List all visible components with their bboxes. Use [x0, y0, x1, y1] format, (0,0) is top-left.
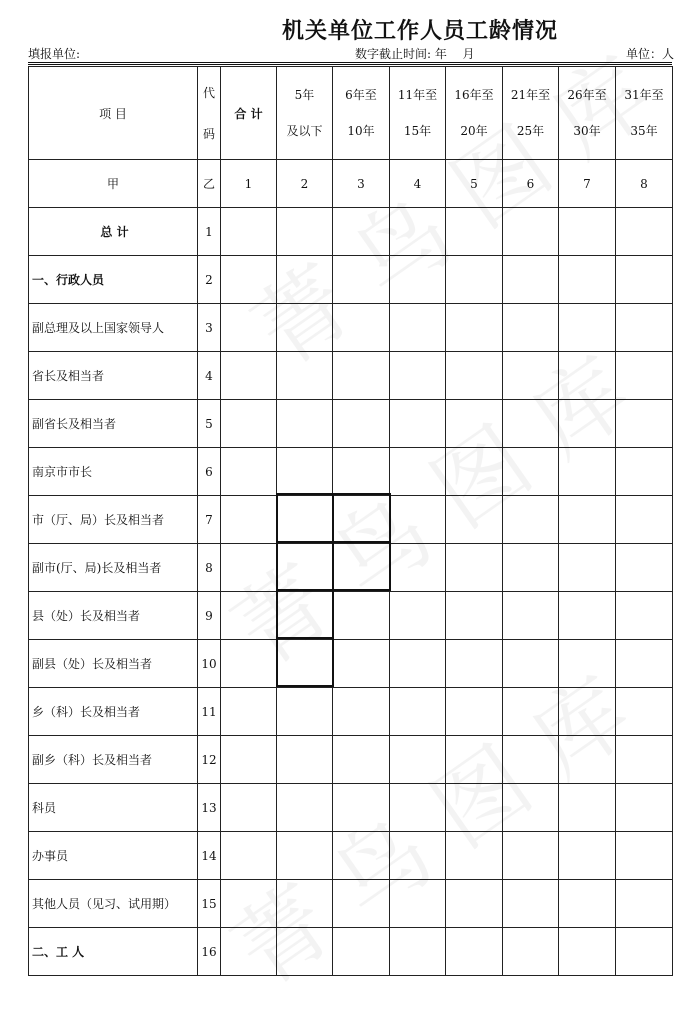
- data-cell[interactable]: [503, 688, 559, 736]
- data-cell[interactable]: [390, 640, 446, 688]
- data-cell[interactable]: [390, 448, 446, 496]
- data-cell[interactable]: [446, 352, 503, 400]
- data-cell[interactable]: [390, 688, 446, 736]
- table-row: [29, 640, 673, 688]
- data-cell[interactable]: [390, 208, 446, 256]
- row-label: 市（厅、局）长及相当者: [29, 496, 198, 544]
- data-cell[interactable]: [503, 880, 559, 928]
- data-cell[interactable]: [221, 400, 277, 448]
- table-row: [29, 880, 673, 928]
- highlight-box: [332, 541, 391, 591]
- unit-label: 单位：人: [625, 47, 674, 61]
- table-row: [29, 256, 673, 304]
- data-cell[interactable]: [390, 832, 446, 880]
- row-code: 8: [198, 544, 221, 592]
- data-cell[interactable]: [221, 592, 277, 640]
- data-cell[interactable]: [333, 352, 390, 400]
- data-cell[interactable]: [277, 400, 333, 448]
- year-label: 年: [434, 47, 447, 61]
- data-cell[interactable]: [333, 304, 390, 352]
- deadline-label: 数字截止时间:: [355, 47, 432, 61]
- data-cell[interactable]: [559, 544, 616, 592]
- data-cell[interactable]: [503, 592, 559, 640]
- row-label: 副乡（科）长及相当者: [29, 736, 198, 784]
- data-cell[interactable]: [503, 208, 559, 256]
- highlight-box: [276, 637, 334, 687]
- data-cell[interactable]: [559, 784, 616, 832]
- data-cell[interactable]: [503, 832, 559, 880]
- data-cell[interactable]: [446, 736, 503, 784]
- data-cell[interactable]: [277, 736, 333, 784]
- data-cell[interactable]: [446, 448, 503, 496]
- data-cell[interactable]: [616, 544, 673, 592]
- data-cell[interactable]: [390, 544, 446, 592]
- row-code: 12: [198, 736, 221, 784]
- data-cell[interactable]: [559, 640, 616, 688]
- data-cell[interactable]: [616, 640, 673, 688]
- data-cell[interactable]: [503, 400, 559, 448]
- table-row: [29, 592, 673, 640]
- data-cell[interactable]: [559, 832, 616, 880]
- data-cell[interactable]: [446, 400, 503, 448]
- header-rule-top: [28, 62, 672, 63]
- data-cell[interactable]: [446, 784, 503, 832]
- range-header: 16年至 20年: [446, 67, 503, 160]
- data-cell[interactable]: [221, 544, 277, 592]
- data-cell[interactable]: [503, 736, 559, 784]
- data-cell[interactable]: [221, 352, 277, 400]
- data-cell[interactable]: [616, 352, 673, 400]
- row-label: 副县（处）长及相当者: [29, 640, 198, 688]
- data-cell[interactable]: [446, 688, 503, 736]
- data-cell[interactable]: [333, 256, 390, 304]
- data-cell[interactable]: [559, 880, 616, 928]
- data-cell[interactable]: [277, 208, 333, 256]
- data-cell[interactable]: [503, 352, 559, 400]
- range-header: 5年 及以下: [277, 67, 333, 160]
- data-cell[interactable]: [333, 592, 390, 640]
- data-cell[interactable]: [390, 736, 446, 784]
- row-label: 办事员: [29, 832, 198, 880]
- data-cell[interactable]: [333, 208, 390, 256]
- table-body: [29, 208, 673, 976]
- data-cell[interactable]: [503, 928, 559, 976]
- data-cell[interactable]: [446, 640, 503, 688]
- data-cell[interactable]: [616, 256, 673, 304]
- index-col: 4: [390, 160, 446, 208]
- data-cell[interactable]: [333, 832, 390, 880]
- index-col: 5: [446, 160, 503, 208]
- range-header: 11年至 15年: [390, 67, 446, 160]
- data-cell[interactable]: [446, 208, 503, 256]
- row-label: 一、行政人员: [29, 256, 198, 304]
- row-label: 科员: [29, 784, 198, 832]
- row-code: 11: [198, 688, 221, 736]
- data-cell[interactable]: [503, 256, 559, 304]
- row-code: 3: [198, 304, 221, 352]
- highlight-box: [276, 493, 334, 543]
- row-code: 14: [198, 832, 221, 880]
- data-cell[interactable]: [221, 736, 277, 784]
- data-cell[interactable]: [390, 784, 446, 832]
- highlight-box: [276, 541, 334, 591]
- row-label: 省长及相当者: [29, 352, 198, 400]
- data-cell[interactable]: [390, 496, 446, 544]
- data-cell[interactable]: [503, 544, 559, 592]
- code-header-top: 代: [202, 86, 215, 100]
- data-cell[interactable]: [221, 784, 277, 832]
- index-col: 6: [503, 160, 559, 208]
- data-cell[interactable]: [503, 496, 559, 544]
- data-cell[interactable]: [503, 640, 559, 688]
- data-cell[interactable]: [559, 256, 616, 304]
- data-cell[interactable]: [221, 880, 277, 928]
- data-cell[interactable]: [221, 208, 277, 256]
- data-cell[interactable]: [616, 448, 673, 496]
- data-cell[interactable]: [277, 880, 333, 928]
- data-cell[interactable]: [277, 928, 333, 976]
- data-cell[interactable]: [559, 352, 616, 400]
- table-row: [29, 832, 673, 880]
- row-label: 二、工 人: [29, 928, 198, 976]
- data-cell[interactable]: [616, 688, 673, 736]
- data-cell[interactable]: [616, 304, 673, 352]
- data-cell[interactable]: [221, 928, 277, 976]
- data-cell[interactable]: [221, 832, 277, 880]
- data-cell[interactable]: [446, 256, 503, 304]
- row-label: 其他人员（见习、试用期）: [29, 880, 198, 928]
- data-cell[interactable]: [277, 256, 333, 304]
- row-code: 16: [198, 928, 221, 976]
- row-code: 15: [198, 880, 221, 928]
- data-cell[interactable]: [616, 784, 673, 832]
- data-cell[interactable]: [559, 496, 616, 544]
- data-cell[interactable]: [616, 928, 673, 976]
- table-row: [29, 352, 673, 400]
- data-cell[interactable]: [616, 400, 673, 448]
- data-cell[interactable]: [503, 784, 559, 832]
- highlight-box: [332, 493, 391, 543]
- table-row: [29, 208, 673, 256]
- index-code: 乙: [198, 160, 221, 208]
- index-col: 7: [559, 160, 616, 208]
- index-col: 1: [221, 160, 277, 208]
- code-header-bottom: 码: [202, 127, 215, 141]
- data-cell[interactable]: [446, 880, 503, 928]
- data-cell[interactable]: [616, 736, 673, 784]
- data-cell[interactable]: [277, 688, 333, 736]
- data-cell[interactable]: [277, 304, 333, 352]
- row-label: 南京市市长: [29, 448, 198, 496]
- data-cell[interactable]: [221, 640, 277, 688]
- index-col: 3: [333, 160, 390, 208]
- data-cell[interactable]: [277, 832, 333, 880]
- data-cell[interactable]: [616, 880, 673, 928]
- data-cell[interactable]: [559, 688, 616, 736]
- row-label: 副总理及以上国家领导人: [29, 304, 198, 352]
- data-cell[interactable]: [333, 688, 390, 736]
- row-label: 乡（科）长及相当者: [29, 688, 198, 736]
- row-code: 7: [198, 496, 221, 544]
- row-code: 9: [198, 592, 221, 640]
- table-row: [29, 688, 673, 736]
- month-label: 月: [462, 47, 475, 61]
- row-code: 10: [198, 640, 221, 688]
- data-cell[interactable]: [277, 448, 333, 496]
- data-cell[interactable]: [277, 784, 333, 832]
- data-cell[interactable]: [221, 256, 277, 304]
- data-cell[interactable]: [333, 784, 390, 832]
- data-cell[interactable]: [559, 400, 616, 448]
- data-cell[interactable]: [333, 928, 390, 976]
- data-cell[interactable]: [446, 832, 503, 880]
- page-title: 机关单位工作人员工龄情况: [281, 19, 558, 44]
- row-code: 5: [198, 400, 221, 448]
- row-label: 县（处）长及相当者: [29, 592, 198, 640]
- row-code: 13: [198, 784, 221, 832]
- data-cell[interactable]: [503, 304, 559, 352]
- table-row: [29, 928, 673, 976]
- item-header: 项 目: [29, 67, 198, 160]
- data-cell[interactable]: [559, 928, 616, 976]
- column-index-row: [29, 160, 673, 208]
- range-header: 6年至 10年: [333, 67, 390, 160]
- data-cell[interactable]: [503, 448, 559, 496]
- data-cell[interactable]: [446, 592, 503, 640]
- index-item: 甲: [29, 160, 198, 208]
- header-rule-bottom: [28, 64, 672, 65]
- data-cell[interactable]: [333, 400, 390, 448]
- data-cell[interactable]: [446, 544, 503, 592]
- highlight-box: [276, 589, 334, 639]
- deadline-field: [355, 45, 475, 62]
- data-cell[interactable]: [616, 496, 673, 544]
- data-cell[interactable]: [559, 448, 616, 496]
- data-cell[interactable]: [559, 736, 616, 784]
- data-cell[interactable]: [446, 304, 503, 352]
- data-cell[interactable]: [559, 592, 616, 640]
- table-row: [29, 448, 673, 496]
- data-cell[interactable]: [221, 304, 277, 352]
- data-cell[interactable]: [333, 448, 390, 496]
- fill-unit-label: 填报单位:: [28, 47, 81, 61]
- range-header: 21年至 25年: [503, 67, 559, 160]
- data-cell[interactable]: [390, 592, 446, 640]
- data-cell[interactable]: [333, 640, 390, 688]
- row-label: 副市(厅、局)长及相当者: [29, 544, 198, 592]
- data-cell[interactable]: [390, 304, 446, 352]
- data-cell[interactable]: [616, 208, 673, 256]
- row-code: 2: [198, 256, 221, 304]
- row-label: 总 计: [29, 208, 198, 256]
- data-cell[interactable]: [616, 592, 673, 640]
- data-cell[interactable]: [221, 448, 277, 496]
- table-row: [29, 400, 673, 448]
- data-cell[interactable]: [559, 304, 616, 352]
- data-cell[interactable]: [559, 208, 616, 256]
- data-cell[interactable]: [221, 496, 277, 544]
- table-row: [29, 784, 673, 832]
- table-row: [29, 736, 673, 784]
- range-header: 31年至 35年: [616, 67, 673, 160]
- row-code: 4: [198, 352, 221, 400]
- table-row: [29, 304, 673, 352]
- range-header: 26年至 30年: [559, 67, 616, 160]
- data-cell[interactable]: [616, 832, 673, 880]
- data-cell[interactable]: [277, 352, 333, 400]
- total-header: 合 计: [221, 67, 277, 160]
- data-cell[interactable]: [446, 928, 503, 976]
- row-code: 6: [198, 448, 221, 496]
- table-header-row: [29, 67, 673, 160]
- data-cell[interactable]: [333, 880, 390, 928]
- row-label: 副省长及相当者: [29, 400, 198, 448]
- data-cell[interactable]: [390, 880, 446, 928]
- code-header: [198, 67, 221, 160]
- row-code: 1: [198, 208, 221, 256]
- data-cell[interactable]: [390, 256, 446, 304]
- data-cell[interactable]: [390, 400, 446, 448]
- data-cell[interactable]: [390, 928, 446, 976]
- index-col: 2: [277, 160, 333, 208]
- index-col: 8: [616, 160, 673, 208]
- data-cell[interactable]: [333, 736, 390, 784]
- data-cell[interactable]: [221, 688, 277, 736]
- data-cell[interactable]: [390, 352, 446, 400]
- data-cell[interactable]: [446, 496, 503, 544]
